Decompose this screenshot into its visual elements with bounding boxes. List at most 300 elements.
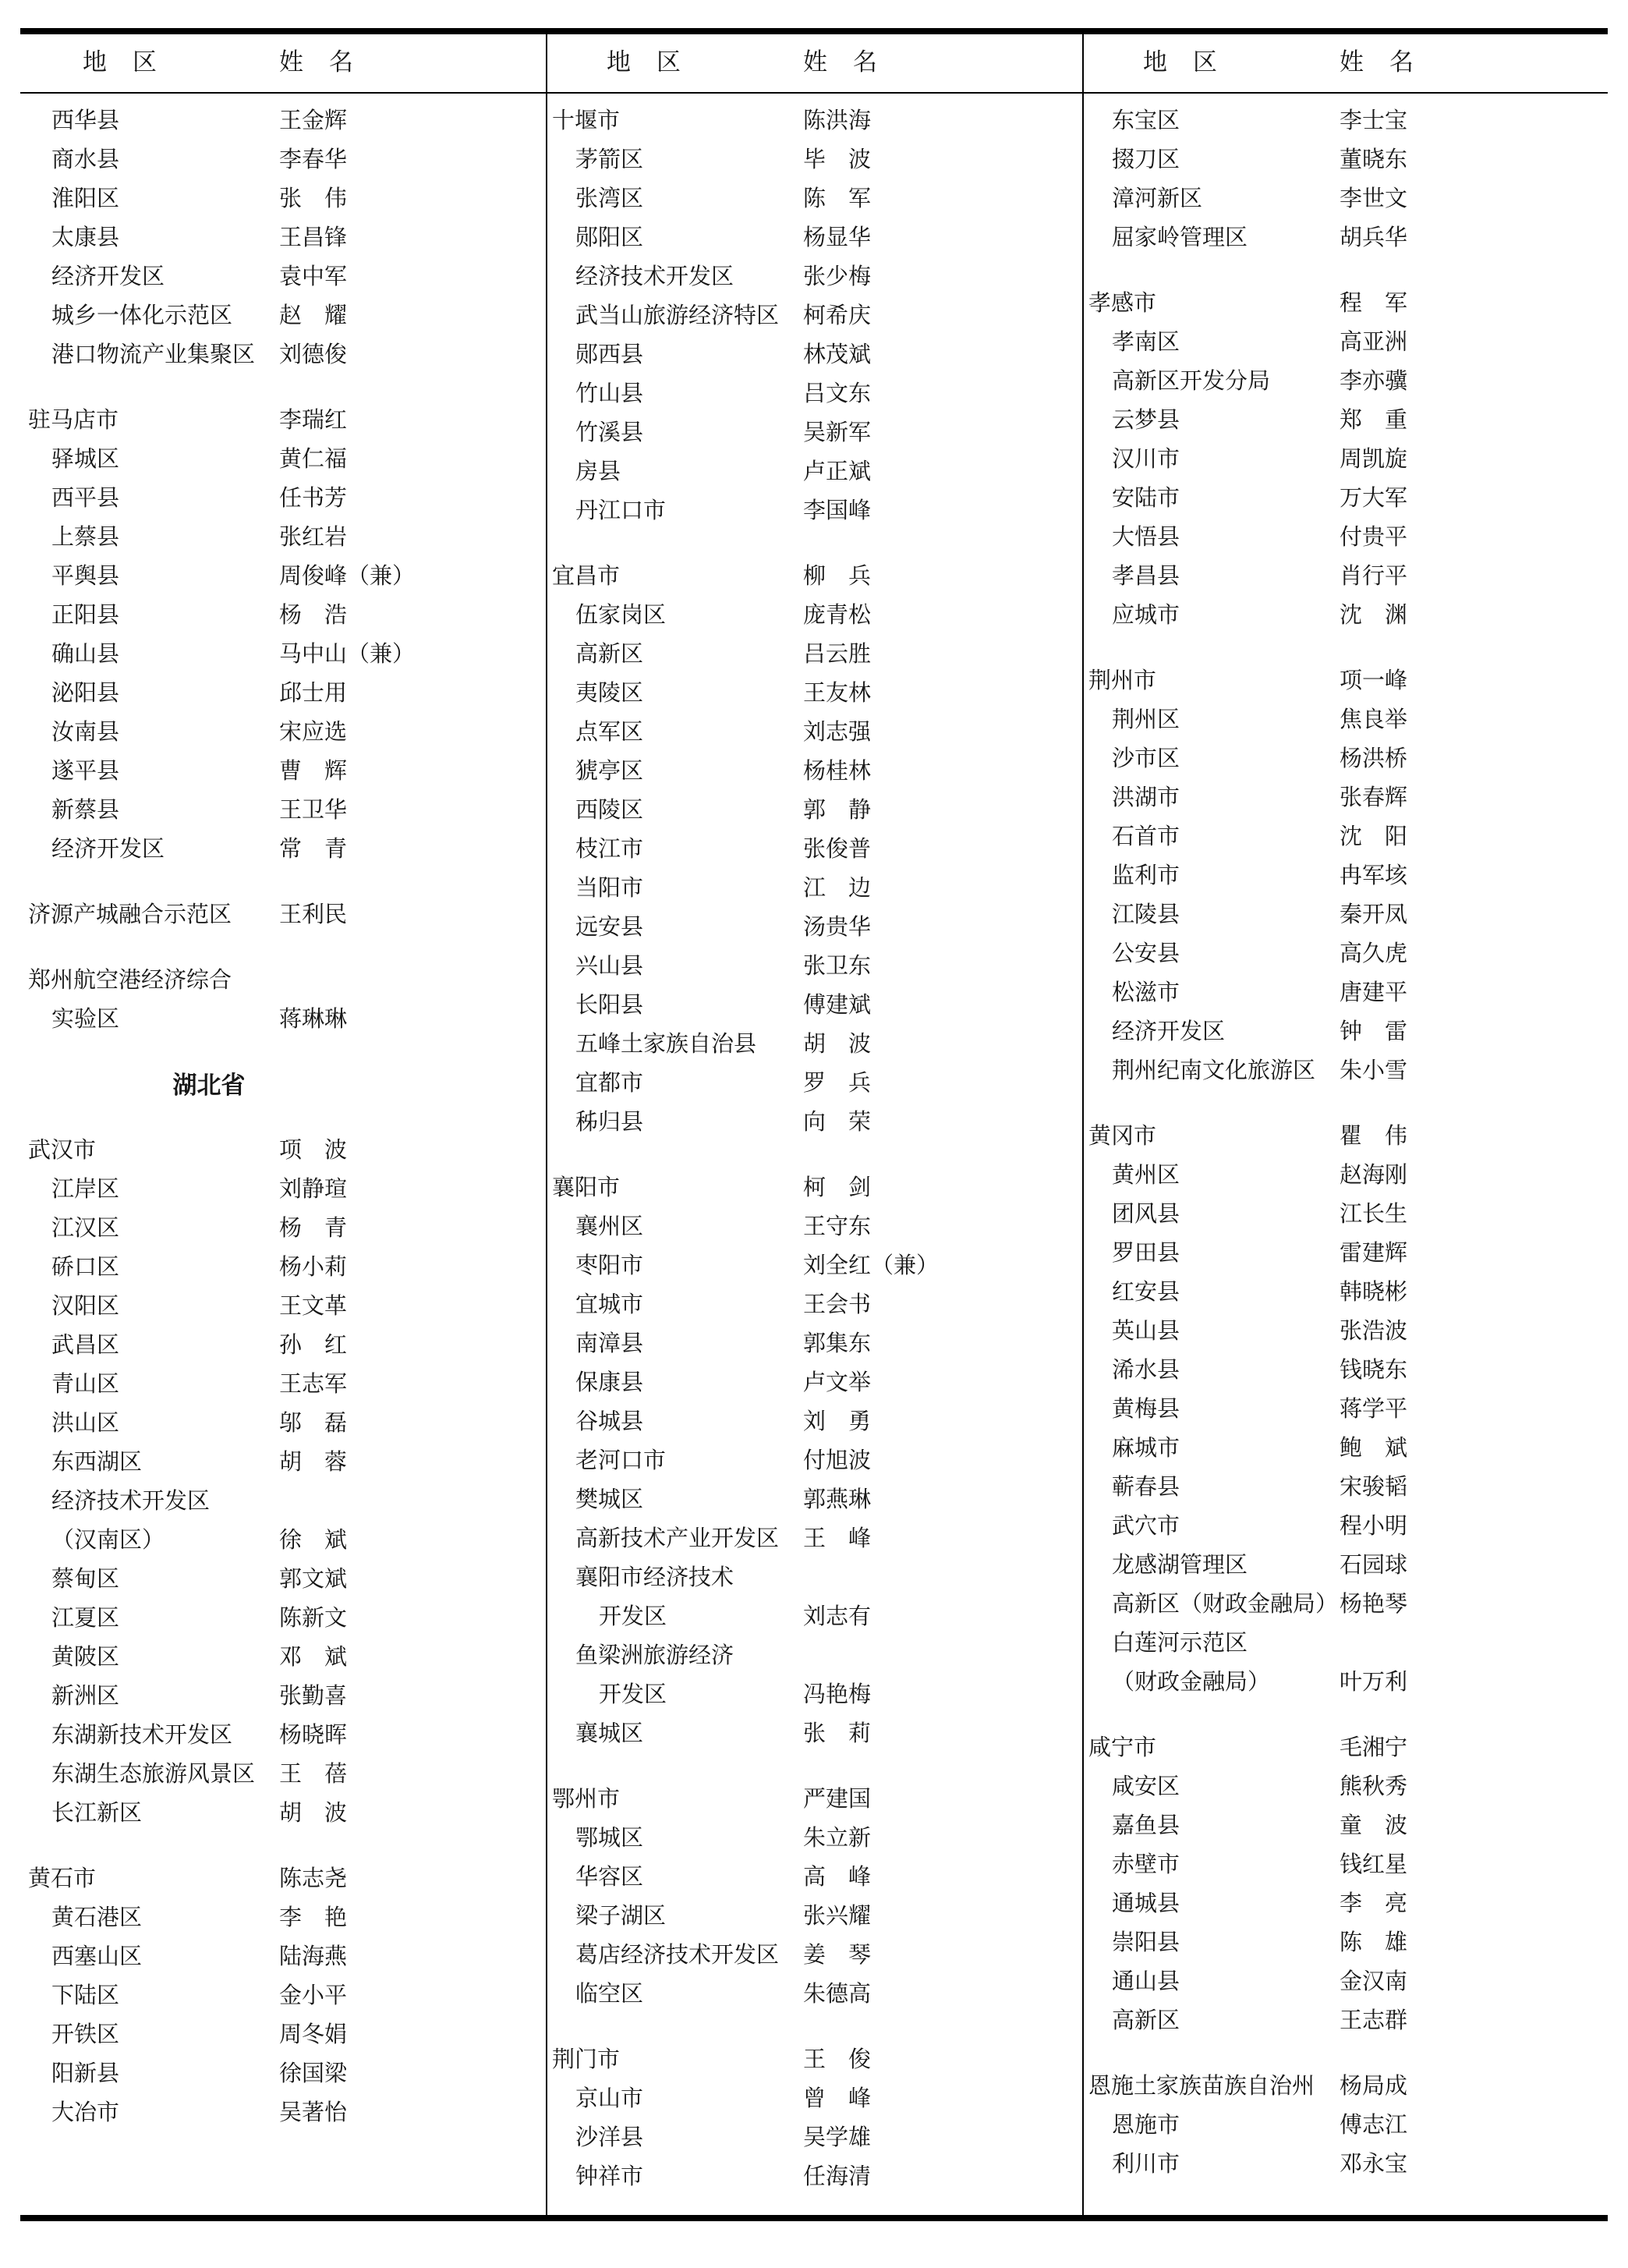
row-spacer <box>546 1139 1082 1166</box>
table-row <box>22 1557 546 1596</box>
name-cell: 沈 渊 <box>1340 602 1408 628</box>
row-spacer <box>1082 1088 1606 1115</box>
region-cell: 高新区 <box>575 641 644 667</box>
table-row <box>546 216 1082 255</box>
region-cell: 太康县 <box>51 225 120 250</box>
table-row <box>1082 216 1606 255</box>
name-cell: 陈 雄 <box>1340 1930 1408 1955</box>
directory-table <box>22 34 1606 2194</box>
name-cell: 袁中军 <box>279 264 348 289</box>
name-cell: 杨洪桥 <box>1340 746 1408 771</box>
name-cell: 杨晓晖 <box>279 1722 348 1748</box>
name-cell: 傅志江 <box>1340 2112 1408 2138</box>
name-cell: 熊秋秀 <box>1340 1774 1408 1799</box>
region-cell: 房县 <box>575 459 621 484</box>
table-row <box>546 138 1082 177</box>
table-row <box>1082 1426 1606 1465</box>
region-cell: 郑州航空港经济综合 <box>28 967 232 993</box>
region-cell: 屈家岭管理区 <box>1112 225 1248 250</box>
region-cell: 蔡甸区 <box>51 1566 120 1592</box>
table-row <box>1082 2064 1606 2103</box>
table-row <box>1082 893 1606 932</box>
region-cell: 洪湖市 <box>1112 785 1180 810</box>
column-header <box>22 34 546 92</box>
name-cell: 徐 斌 <box>279 1527 348 1553</box>
name-cell: 焦良举 <box>1340 707 1408 732</box>
table-row <box>546 1361 1082 1400</box>
region-cell: 崇阳县 <box>1112 1930 1180 1955</box>
table-row <box>22 1246 546 1285</box>
region-column-header: 地 区 <box>83 48 157 76</box>
name-cell: 王昌锋 <box>279 225 348 250</box>
name-cell: 李春华 <box>279 147 348 172</box>
name-cell: 曾 峰 <box>803 2085 872 2111</box>
table-row <box>22 788 546 827</box>
name-cell: 傅建斌 <box>803 992 872 1018</box>
region-cell: 嘉鱼县 <box>1112 1813 1180 1838</box>
name-cell: 朱德高 <box>803 1981 872 2007</box>
table-row <box>546 99 1082 138</box>
table-row <box>22 99 546 138</box>
table-row <box>22 438 546 477</box>
table-row <box>22 1480 546 1518</box>
name-cell: 吴新军 <box>803 420 872 445</box>
table-row <box>22 255 546 294</box>
table-row <box>22 893 546 932</box>
region-cell: 赤壁市 <box>1112 1852 1180 1877</box>
table-row <box>1082 1882 1606 1921</box>
name-cell: 付旭波 <box>803 1448 872 1473</box>
name-cell: 向 荣 <box>803 1109 872 1135</box>
table-row <box>546 1933 1082 1972</box>
name-column-header: 姓 名 <box>1340 48 1414 76</box>
name-cell: 吴学雄 <box>803 2124 872 2150</box>
name-cell: 王 俊 <box>803 2047 872 2072</box>
region-cell: 西平县 <box>51 485 120 511</box>
name-cell: 陈新文 <box>279 1605 348 1631</box>
region-cell: 荆州市 <box>1088 668 1157 693</box>
region-cell: 应城市 <box>1112 602 1180 628</box>
table-row <box>546 1894 1082 1933</box>
region-cell: 武当山旅游经济特区 <box>575 303 780 328</box>
name-cell: 叶万利 <box>1340 1669 1408 1695</box>
name-cell: 邓永宝 <box>1340 2151 1408 2177</box>
row-spacer <box>22 372 546 399</box>
table-row <box>1082 2103 1606 2142</box>
name-cell: 胡 波 <box>803 1031 872 1057</box>
region-cell: 英山县 <box>1112 1318 1180 1344</box>
table-row <box>1082 1960 1606 1999</box>
table-row <box>1082 815 1606 854</box>
region-cell: 京山市 <box>575 2085 644 2111</box>
name-cell: 金汉南 <box>1340 1969 1408 1994</box>
name-cell: 曹 辉 <box>279 758 348 784</box>
table-row <box>1082 1921 1606 1960</box>
name-cell: 张 伟 <box>279 186 348 211</box>
table-row <box>22 1324 546 1363</box>
row-spacer <box>22 1830 546 1857</box>
region-cell: 武昌区 <box>51 1332 120 1358</box>
name-cell: 刘志有 <box>803 1604 872 1629</box>
region-cell: 远安县 <box>575 914 644 940</box>
region-cell: 黄州区 <box>1112 1162 1180 1188</box>
table-row <box>1082 1348 1606 1387</box>
region-cell: 高新区（财政金融局） <box>1112 1591 1339 1617</box>
name-cell: 汤贵华 <box>803 914 872 940</box>
table-row <box>22 516 546 555</box>
name-cell: 陈志尧 <box>279 1866 348 1891</box>
province-section-header: 湖北省 <box>172 1071 246 1099</box>
region-cell: 红安县 <box>1112 1279 1180 1305</box>
table-row <box>1082 1153 1606 1192</box>
table-row <box>1082 1660 1606 1699</box>
table-row <box>22 1752 546 1791</box>
region-cell: 掇刀区 <box>1112 147 1180 172</box>
table-row <box>546 1400 1082 1439</box>
region-cell: 经济开发区 <box>1112 1019 1226 1044</box>
name-cell: 周冬娟 <box>279 2022 348 2047</box>
name-cell: 柳 兵 <box>803 563 872 589</box>
name-cell: 刘全红（兼） <box>803 1253 940 1278</box>
name-cell: 宋应选 <box>279 719 348 745</box>
name-column-header: 姓 名 <box>803 48 878 76</box>
table-row <box>1082 321 1606 360</box>
name-cell: 蒋琳琳 <box>279 1006 348 1032</box>
name-cell: 陈 军 <box>803 186 872 211</box>
region-cell: 经济开发区 <box>51 264 165 289</box>
region-cell: 鱼梁洲旅游经济 <box>575 1643 734 1668</box>
table-row <box>546 1283 1082 1322</box>
row-spacer <box>1082 2038 1606 2064</box>
table-row <box>546 372 1082 411</box>
table-row <box>22 477 546 516</box>
name-cell: 杨显华 <box>803 225 872 250</box>
name-cell: 宋骏韬 <box>1340 1474 1408 1500</box>
region-cell: 咸宁市 <box>1088 1735 1157 1760</box>
name-cell: 金小平 <box>279 1983 348 2008</box>
table-row <box>546 333 1082 372</box>
region-cell: 浠水县 <box>1112 1357 1180 1383</box>
table-row <box>546 2077 1082 2116</box>
name-cell: 王志群 <box>1340 2008 1408 2033</box>
region-cell: 白莲河示范区 <box>1112 1630 1248 1656</box>
name-cell: 王志军 <box>279 1371 348 1397</box>
table-row <box>22 1713 546 1752</box>
table-row <box>546 672 1082 711</box>
name-cell: 林茂斌 <box>803 342 872 367</box>
name-cell: 李士宝 <box>1340 108 1408 133</box>
name-cell: 徐国梁 <box>279 2061 348 2086</box>
table-row <box>22 1363 546 1402</box>
name-cell: 常 青 <box>279 836 348 862</box>
table-row <box>1082 1621 1606 1660</box>
region-cell: 长阳县 <box>575 992 644 1018</box>
region-cell: 大悟县 <box>1112 524 1180 550</box>
name-cell: 郭文斌 <box>279 1566 348 1592</box>
name-cell: 任书芳 <box>279 485 348 511</box>
name-cell: 高 峰 <box>803 1864 872 1890</box>
table-row <box>546 866 1082 905</box>
table-row <box>22 633 546 672</box>
table-row <box>22 177 546 216</box>
table-row <box>546 411 1082 450</box>
region-cell: 团风县 <box>1112 1201 1180 1227</box>
region-cell: 公安县 <box>1112 941 1180 966</box>
name-cell: 张 莉 <box>803 1720 872 1746</box>
table-row <box>1082 1231 1606 1270</box>
table-row <box>1082 854 1606 893</box>
table-row <box>546 1556 1082 1595</box>
region-cell: 东宝区 <box>1112 108 1180 133</box>
region-cell: 葛店经济技术开发区 <box>575 1942 780 1968</box>
region-cell: 高新区开发分局 <box>1112 368 1271 394</box>
table-row <box>1082 932 1606 971</box>
table-row <box>1082 698 1606 737</box>
name-cell: 姜 琴 <box>803 1942 872 1968</box>
region-cell: 江汉区 <box>51 1215 120 1241</box>
name-cell: 吕文东 <box>803 381 872 406</box>
name-cell: 肖行平 <box>1340 563 1408 589</box>
name-cell: 王文革 <box>279 1293 348 1319</box>
table-row <box>546 633 1082 672</box>
table-row <box>22 138 546 177</box>
region-column-header: 地 区 <box>607 48 681 76</box>
row-spacer <box>22 1102 546 1129</box>
name-cell: 吕云胜 <box>803 641 872 667</box>
region-cell: 驻马店市 <box>28 407 119 433</box>
table-row <box>546 555 1082 594</box>
region-cell: 正阳县 <box>51 602 120 628</box>
region-cell: 武穴市 <box>1112 1513 1180 1539</box>
name-cell: 石园球 <box>1340 1552 1408 1578</box>
region-cell: 经济技术开发区 <box>51 1488 211 1514</box>
region-cell: （财政金融局） <box>1112 1669 1271 1695</box>
name-cell: 黄仁福 <box>279 446 348 472</box>
region-cell: 开发区 <box>599 1604 667 1629</box>
region-cell: 黄冈市 <box>1088 1123 1157 1149</box>
table-row <box>546 2116 1082 2155</box>
region-cell: 洪山区 <box>51 1410 120 1436</box>
name-cell: 王 峰 <box>803 1526 872 1551</box>
region-cell: 汉川市 <box>1112 446 1180 472</box>
table-row <box>1082 1999 1606 2038</box>
table-row <box>1082 1192 1606 1231</box>
table-row <box>1082 138 1606 177</box>
row-spacer <box>1082 255 1606 282</box>
name-cell: 童 波 <box>1340 1813 1408 1838</box>
name-cell: 李 亮 <box>1340 1891 1408 1916</box>
table-row <box>1082 2142 1606 2181</box>
name-cell: 胡 蓉 <box>279 1449 348 1475</box>
table-row <box>1082 1270 1606 1309</box>
name-cell: 陈洪海 <box>803 108 872 133</box>
region-cell: 石首市 <box>1112 824 1180 849</box>
table-row <box>1082 1504 1606 1543</box>
region-cell: 商水县 <box>51 147 120 172</box>
region-cell: 荆门市 <box>552 2047 621 2072</box>
name-cell: 程小明 <box>1340 1513 1408 1539</box>
table-row <box>22 1402 546 1441</box>
name-cell: 项一峰 <box>1340 668 1408 693</box>
table-row <box>546 711 1082 750</box>
region-cell: 孝感市 <box>1088 290 1157 316</box>
region-cell: 宜城市 <box>575 1292 644 1317</box>
region-cell: 襄城区 <box>575 1720 644 1746</box>
name-cell: 张红岩 <box>279 524 348 550</box>
region-cell: 江岸区 <box>51 1176 120 1202</box>
region-cell: 监利市 <box>1112 863 1180 888</box>
region-cell: 孝昌县 <box>1112 563 1180 589</box>
table-row <box>22 1674 546 1713</box>
table-row <box>1082 282 1606 321</box>
table-row <box>546 1777 1082 1816</box>
table-row <box>22 1129 546 1168</box>
region-cell: 江夏区 <box>51 1605 120 1631</box>
region-cell: 大冶市 <box>51 2100 120 2125</box>
region-cell: 鄂城区 <box>575 1825 644 1851</box>
row-spacer <box>546 2011 1082 2038</box>
region-cell: 宜都市 <box>575 1070 644 1096</box>
name-cell: 邓 斌 <box>279 1644 348 1670</box>
table-row <box>22 294 546 333</box>
name-cell: 刘德俊 <box>279 342 348 367</box>
table-row <box>546 255 1082 294</box>
table-row <box>546 2155 1082 2194</box>
table-row <box>546 1022 1082 1061</box>
region-cell: 汝南县 <box>51 719 120 745</box>
region-cell: 蕲春县 <box>1112 1474 1180 1500</box>
region-cell: 伍家岗区 <box>575 602 667 628</box>
region-cell: 襄州区 <box>575 1214 644 1239</box>
name-cell: 韩晓彬 <box>1340 1279 1408 1305</box>
region-cell: 西华县 <box>51 108 120 133</box>
name-cell: 秦开凤 <box>1340 902 1408 927</box>
region-cell: 夷陵区 <box>575 680 644 706</box>
table-row <box>22 2091 546 2130</box>
region-cell: 临空区 <box>575 1981 644 2007</box>
region-cell: 罗田县 <box>1112 1240 1180 1266</box>
name-cell: 钱晓东 <box>1340 1357 1408 1383</box>
column-header <box>1082 34 1606 92</box>
row-spacer <box>22 932 546 959</box>
region-cell: 泌阳县 <box>51 680 120 706</box>
bottom-rule <box>20 2215 1608 2221</box>
name-cell: 杨艳琴 <box>1340 1591 1408 1617</box>
region-cell: 安陆市 <box>1112 485 1180 511</box>
name-cell: 杨 青 <box>279 1215 348 1241</box>
name-cell: 唐建平 <box>1340 980 1408 1005</box>
table-row <box>22 1207 546 1246</box>
name-cell: 邬 磊 <box>279 1410 348 1436</box>
table-row <box>1082 776 1606 815</box>
table-row <box>1082 737 1606 776</box>
name-cell: 李世文 <box>1340 186 1408 211</box>
region-cell: 竹溪县 <box>575 420 644 445</box>
region-cell: 阳新县 <box>51 2061 120 2086</box>
region-cell: 枣阳市 <box>575 1253 644 1278</box>
region-cell: 钟祥市 <box>575 2163 644 2189</box>
region-cell: 确山县 <box>51 641 120 667</box>
name-cell: 王利民 <box>279 902 348 927</box>
region-cell: 经济开发区 <box>51 836 165 862</box>
region-cell: 开发区 <box>599 1682 667 1707</box>
name-cell: 毕 波 <box>803 147 872 172</box>
table-row <box>1082 1543 1606 1582</box>
name-cell: 项 波 <box>279 1137 348 1163</box>
name-cell: 钱红星 <box>1340 1852 1408 1877</box>
table-row <box>1082 1049 1606 1088</box>
table-row <box>1082 1465 1606 1504</box>
name-cell: 杨 浩 <box>279 602 348 628</box>
table-row <box>1082 360 1606 399</box>
region-cell: 东西湖区 <box>51 1449 143 1475</box>
table-row <box>1082 438 1606 477</box>
table-row <box>1082 1726 1606 1765</box>
name-cell: 罗 兵 <box>803 1070 872 1096</box>
name-cell: 王守东 <box>803 1214 872 1239</box>
table-row <box>546 944 1082 983</box>
table-row <box>22 1168 546 1207</box>
table-row <box>1082 1115 1606 1153</box>
region-cell: 利川市 <box>1112 2151 1180 2177</box>
table-row <box>546 1166 1082 1205</box>
table-row <box>1082 971 1606 1010</box>
name-cell: 刘静瑄 <box>279 1176 348 1202</box>
table-row <box>546 788 1082 827</box>
name-cell: 陆海燕 <box>279 1944 348 1969</box>
name-cell: 张浩波 <box>1340 1318 1408 1344</box>
table-row <box>546 1595 1082 1634</box>
table-row <box>546 750 1082 788</box>
name-cell: 江 边 <box>803 875 872 901</box>
name-cell: 冉军垓 <box>1340 863 1408 888</box>
table-row <box>22 959 546 998</box>
name-cell: 李 艳 <box>279 1905 348 1930</box>
table-row <box>22 672 546 711</box>
table-row <box>22 2013 546 2052</box>
name-cell: 郭燕琳 <box>803 1487 872 1512</box>
name-cell: 冯艳梅 <box>803 1682 872 1707</box>
region-cell: 咸安区 <box>1112 1774 1180 1799</box>
name-cell: 杨桂林 <box>803 758 872 784</box>
table-row <box>1082 555 1606 594</box>
name-cell: 张勤喜 <box>279 1683 348 1709</box>
region-cell: 华容区 <box>575 1864 644 1890</box>
region-cell: 谷城县 <box>575 1409 644 1434</box>
name-cell: 钟 雷 <box>1340 1019 1408 1044</box>
table-row <box>22 1596 546 1635</box>
name-cell: 柯希庆 <box>803 303 872 328</box>
region-cell: 开铁区 <box>51 2022 120 2047</box>
name-cell: 柯 剑 <box>803 1175 872 1200</box>
name-cell: 董晓东 <box>1340 147 1408 172</box>
region-cell: 实验区 <box>51 1006 120 1032</box>
table-row <box>546 1517 1082 1556</box>
region-cell: 茅箭区 <box>575 147 644 172</box>
table-row <box>546 1972 1082 2011</box>
name-cell: 毛湘宁 <box>1340 1735 1408 1760</box>
table-row <box>22 711 546 750</box>
name-column-header: 姓 名 <box>279 48 354 76</box>
table-row <box>22 333 546 372</box>
region-cell: 黄梅县 <box>1112 1396 1180 1422</box>
name-cell: 张春辉 <box>1340 785 1408 810</box>
name-cell: 王卫华 <box>279 797 348 823</box>
table-row <box>22 594 546 633</box>
name-cell: 刘志强 <box>803 719 872 745</box>
region-cell: 驿城区 <box>51 446 120 472</box>
region-cell: 保康县 <box>575 1370 644 1395</box>
